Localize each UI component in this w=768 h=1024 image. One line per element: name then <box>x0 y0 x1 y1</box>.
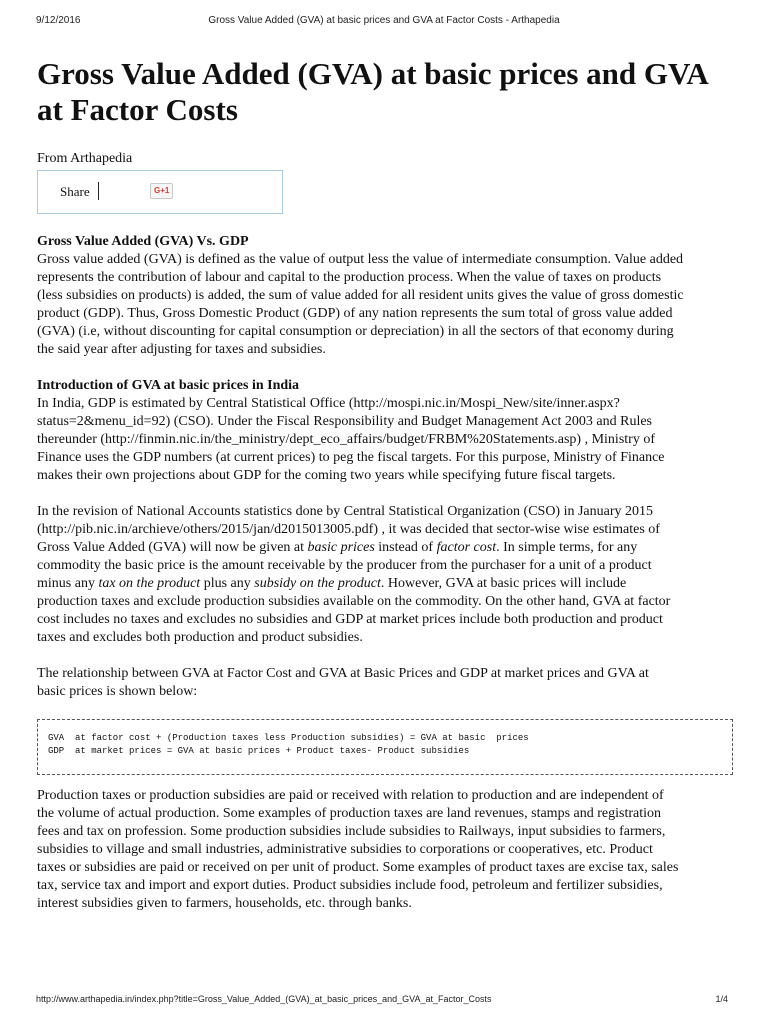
page-title: Gross Value Added (GVA) at basic prices and GVA at Factor Costs <box>37 56 708 127</box>
section-gva-vs-gdp <box>37 233 737 359</box>
text-line: the volume of actual production. Some examples of production taxes are land revenues, stamps and registration <box>37 806 661 821</box>
print-header <box>0 15 768 29</box>
paragraph <box>37 665 737 701</box>
text-run: . However, GVA at basic prices will include <box>380 576 627 591</box>
text-line <box>37 576 626 591</box>
text-line: In India, GDP is estimated by Central Statistical Office (http://mospi.nic.in/Mospi_New/site/inner.aspx? <box>37 396 620 411</box>
text-line: makes their own projections about GDP for the coming two years while specifying future fiscal targets. <box>37 468 616 483</box>
emphasis: factor cost <box>436 540 497 555</box>
share-label: Share <box>60 184 90 199</box>
formula-box <box>37 719 733 775</box>
text-line: The relationship between GVA at Factor Cost and GVA at Basic Prices and GDP at market prices and GVA at <box>37 666 649 681</box>
text-run: . In simple terms, for any <box>496 540 638 555</box>
formula-line: GVA at factor cost + (Production taxes less Production subsidies) = GVA at basic prices <box>48 733 529 743</box>
text-line: basic prices is shown below: <box>37 684 198 699</box>
paragraph <box>37 395 737 485</box>
print-footer <box>0 994 768 1008</box>
text-line <box>37 540 637 555</box>
text-line: production taxes and exclude production subsidies available on the commodity. On the other hand, GVA at factor <box>37 594 671 609</box>
emphasis: basic prices <box>307 540 375 555</box>
paragraph <box>37 251 737 359</box>
from-line: From Arthapedia <box>37 151 133 166</box>
section-heading: Gross Value Added (GVA) Vs. GDP <box>37 234 249 249</box>
print-title: Gross Value Added (GVA) at basic prices and GVA at Factor Costs - Arthapedia <box>208 15 560 26</box>
text-line: product (GDP). Thus, Gross Domestic Product (GDP) of any nation represents the sum total of gross value added <box>37 306 673 321</box>
text-line: Finance uses the GDP numbers (at current prices) to peg the fiscal targets. For this purpose, Ministry of Finance <box>37 450 665 465</box>
text-line: (less subsidies on products) is added, the sum of value added for all resident units gives the value of gross domestic <box>37 288 684 303</box>
emphasis: tax on the product <box>98 576 201 591</box>
section-heading: Introduction of GVA at basic prices in India <box>37 378 300 393</box>
section-gva-basic-prices <box>37 377 737 701</box>
text-run: instead of <box>374 540 437 555</box>
text-line: Gross value added (GVA) is defined as the value of output less the value of intermediate consumption. Value added <box>37 252 684 267</box>
text-line: (http://pib.nic.in/archieve/others/2015/jan/d2015013005.pdf) , it was decided that sector-wise wise estimates of <box>37 522 660 537</box>
text-line: taxes and excludes both production and product subsidies. <box>37 630 363 645</box>
text-line: status=2&menu_id=92) (CSO). Under the Fiscal Responsibility and Budget Management Act 2003 and Rules <box>37 414 652 429</box>
google-plus-button[interactable]: G+1 <box>150 183 173 199</box>
formula-line: GDP at market prices = GVA at basic prices + Product taxes- Product subsidies <box>48 746 470 756</box>
text-run: Gross Value Added (GVA) will now be given at <box>37 540 308 555</box>
text-line: tax, service tax and import and export duties. Product subsidies include food, petroleum and fertilizer subsidies, <box>37 878 663 893</box>
page-number: 1/4 <box>715 994 728 1004</box>
share-divider <box>98 182 99 200</box>
paragraph <box>37 787 737 913</box>
text-line: represents the contribution of labour and capital to the production process. When the value of taxes on products <box>37 270 662 285</box>
text-line: commodity the basic price is the amount receivable by the producer from the purchaser for a unit of a product <box>37 558 652 573</box>
text-run: minus any <box>37 576 99 591</box>
text-line: subsidies to village and small industries, administrative subsidies to corporations or cooperatives, etc. Product <box>37 842 653 857</box>
print-url: http://www.arthapedia.in/index.php?title=Gross_Value_Added_(GVA)_at_basic_prices_and_GVA_at_Factor_Costs <box>36 994 492 1004</box>
print-date: 9/12/2016 <box>36 15 81 26</box>
text-line: taxes or subsidies are paid or received on per unit of product. Some examples of product taxes are excise tax, sales <box>37 860 679 875</box>
text-line: cost includes no taxes and excludes no subsidies and GDP at market prices include both production and product <box>37 612 663 627</box>
text-line: fees and tax on profession. Some production subsidies include subsidies to Railways, input subsidies to farmers, <box>37 824 666 839</box>
text-line: In the revision of National Accounts statistics done by Central Statistical Organization (CSO) in January 2015 <box>37 504 654 519</box>
share-widget <box>37 170 283 214</box>
text-line: Production taxes or production subsidies are paid or received with relation to production and are independent of <box>37 788 664 803</box>
text-line: thereunder (http://finmin.nic.in/the_ministry/dept_eco_affairs/budget/FRBM%20Statements.asp) , Ministry of <box>37 432 655 447</box>
emphasis: subsidy on the product <box>254 576 381 591</box>
article-content <box>37 56 737 913</box>
paragraph <box>37 503 737 647</box>
text-line: interest subsidies given to farmers, households, etc. through banks. <box>37 896 412 911</box>
text-line: (GVA) (i.e, without discounting for capital consumption or depreciation) in all the sectors of that economy during <box>37 324 674 339</box>
text-run: plus any <box>200 576 255 591</box>
text-line: the said year after adjusting for taxes and subsidies. <box>37 342 326 357</box>
